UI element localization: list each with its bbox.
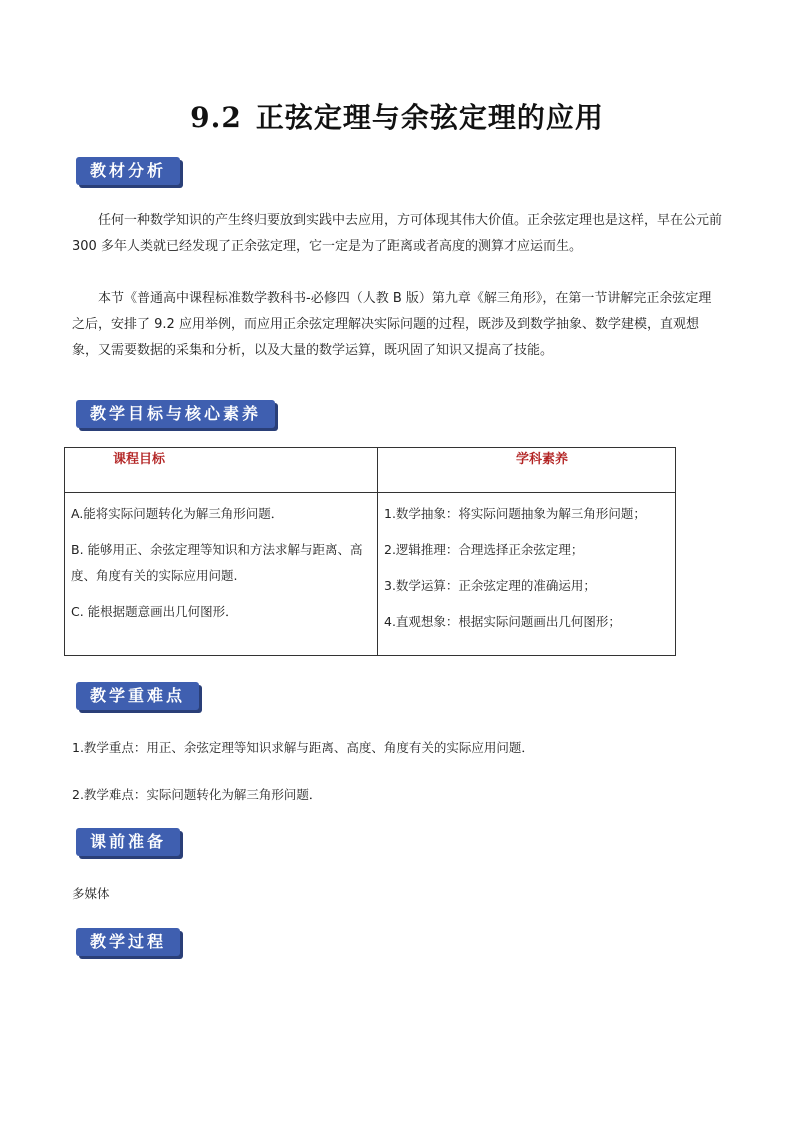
goals-table: [64, 447, 676, 656]
literacy-3: 3.数学运算：正余弦定理的准确运用；: [384, 578, 596, 593]
objective-b: B. 能够用正、余弦定理等知识和方法求解与距离、高度、角度有关的实际应用问题.: [71, 542, 363, 583]
section-badge-analysis: 教材分析: [76, 157, 180, 185]
section-badge-process: 教学过程: [76, 928, 180, 956]
header-subject-literacy: 学科素养: [378, 448, 676, 493]
title-text: 正弦定理与余弦定理的应用: [255, 101, 604, 134]
literacy-cell: [378, 493, 676, 656]
section-badge-preparation: 课前准备: [76, 828, 180, 856]
objective-c: C. 能根据题意画出几何图形．: [71, 604, 238, 619]
goals-table-row: [65, 493, 676, 656]
objective-a: A.能将实际问题转化为解三角形问题．: [71, 506, 284, 521]
analysis-paragraph-1: 任何一种数学知识的产生终归要放到实践中去应用，方可体现其伟大价值。正余弦定理也是这样，早在公元前 300 多年人类就已经发现了正余弦定理，它一定是为了距离或者高度的测算才应运而生。: [72, 213, 723, 254]
title-number: 9.2: [190, 101, 242, 134]
header-course-objectives: 课程目标: [65, 448, 378, 493]
section-badge-goals: 教学目标与核心素养: [76, 400, 275, 428]
key-point-difficulty: 2.教学难点：实际问题转化为解三角形问题．: [72, 787, 322, 802]
page-title: [0, 96, 794, 136]
literacy-4: 4.直观想象：根据实际问题画出几何图形；: [384, 614, 621, 629]
key-point-focus: 1.教学重点：用正、余弦定理等知识求解与距离、高度、角度有关的实际应用问题．: [72, 740, 534, 755]
preparation-text: 多媒体: [72, 886, 110, 901]
literacy-1: 1.数学抽象：将实际问题抽象为解三角形问题；: [384, 506, 646, 521]
analysis-paragraph-2: 本节《普通高中课程标准数学教科书-必修四（人教 B 版）第九章《解三角形》，在第一节讲解完正余弦定理之后，安排了 9.2 应用举例，而应用正余弦定理解决实际问题的过程，既涉及到数学抽象、数学建模，直观想象，又需要数据的采集和分析，以及大量的数学运算，既巩固了知识又提高了技能。: [72, 291, 712, 358]
literacy-2: 2.逻辑推理：合理选择正余弦定理；: [384, 542, 584, 557]
goals-table-header-row: [65, 448, 676, 493]
objectives-cell: [65, 493, 378, 656]
section-badge-key-points: 教学重难点: [76, 682, 199, 710]
